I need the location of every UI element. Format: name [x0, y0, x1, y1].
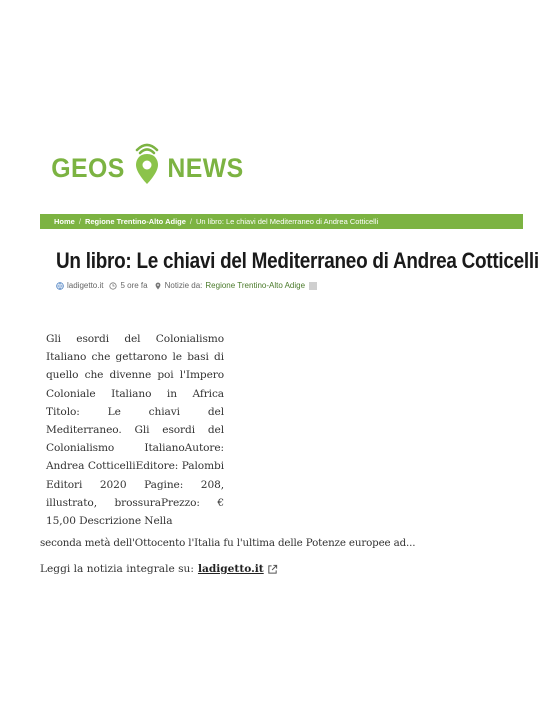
breadcrumb-home[interactable]: Home [54, 217, 75, 226]
article-title: Un libro: Le chiavi del Mediterraneo di Andrea Cotticelli [56, 248, 539, 273]
read-more [40, 563, 278, 575]
article-meta [56, 281, 323, 290]
map-marker-icon [154, 282, 162, 290]
site-logo[interactable] [48, 148, 247, 188]
placeholder-square-icon [309, 282, 317, 290]
logo-text-geos: GEOS [51, 152, 125, 183]
read-more-source-link[interactable]: ladigetto.it [197, 563, 264, 575]
breadcrumb-region[interactable]: Regione Trentino-Alto Adige [84, 217, 186, 226]
breadcrumb-separator: / [189, 217, 192, 226]
read-more-label: Leggi la notizia integrale su: [40, 563, 194, 575]
article-body: Gli esordi del Colonialismo Italiano che gettarono le basi di quello che divenne poi l'Impero Coloniale Italiano in Africa Titolo: Le chiavi del Mediterraneo. Gli esordi del Colonialismo ItalianoAutore: Andrea CotticelliEditore: Palombi Editori 2020 Pagine: 208, illustrato, brossuraPrezzo: € 15,00 Descrizione Nella [46, 333, 224, 528]
clock-icon [109, 282, 117, 290]
logo-text-news: NEWS [167, 152, 244, 183]
meta-source[interactable]: ladigetto.it [67, 281, 104, 290]
location-pin-icon [130, 140, 164, 188]
external-link-icon[interactable] [267, 564, 278, 575]
meta-time: 5 ore fa [120, 281, 148, 290]
breadcrumb-separator: / [78, 217, 81, 226]
breadcrumb-current: Un libro: Le chiavi del Mediterraneo di Andrea Cotticelli [196, 217, 379, 226]
breadcrumb [40, 214, 523, 229]
meta-notizie-label: Notizie da: [164, 281, 203, 290]
globe-icon [56, 282, 64, 290]
meta-region-link[interactable]: Regione Trentino-Alto Adige [205, 281, 306, 290]
article-body-continuation: seconda metà dell'Ottocento l'Italia fu l'ultima delle Potenze europee ad... [40, 537, 416, 549]
